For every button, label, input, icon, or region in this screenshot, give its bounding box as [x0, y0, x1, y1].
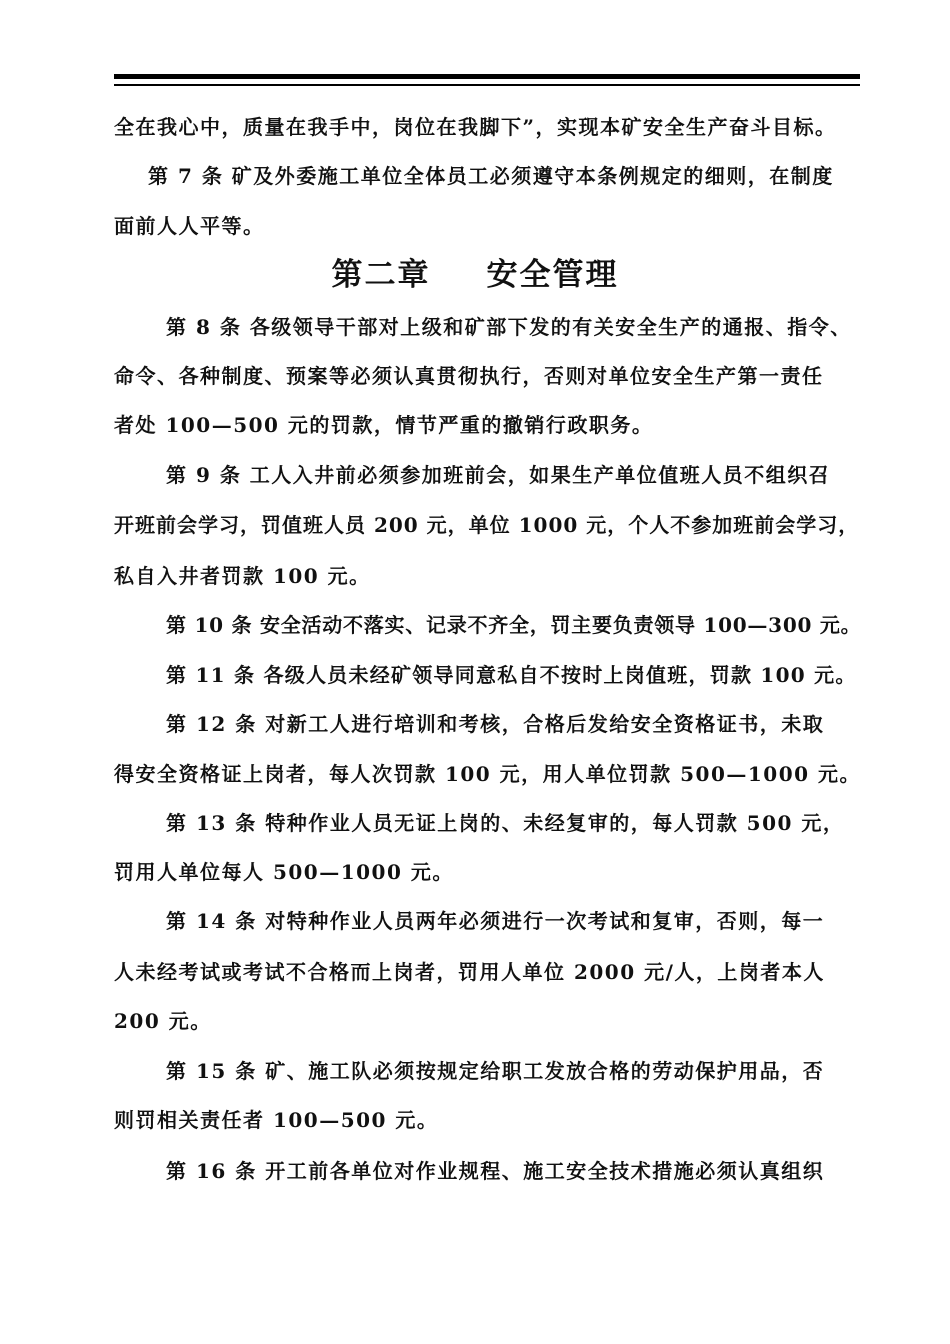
article-15-line: 第 15 条 矿、施工队必须按规定给职工发放合格的劳动保护用品，否 [166, 1059, 825, 1083]
text-line: 开班前会学习，罚值班人员 200 元，单位 1000 元，个人不参加班前会学习， [114, 513, 860, 537]
text-line: 者处 100—500 元的罚款，情节严重的撤销行政职务。 [114, 413, 654, 437]
chapter-heading [0, 253, 950, 297]
article-10-line: 第 10 条 安全活动不落实、记录不齐全，罚主要负责领导 100—300 元。 [166, 613, 862, 637]
article-11-line: 第 11 条 各级人员未经矿领导同意私自不按时上岗值班，罚款 100 元。 [166, 663, 857, 687]
text-line: 私自入井者罚款 100 元。 [114, 564, 371, 588]
header-rule-thick [114, 74, 860, 79]
article-13-line: 第 13 条 特种作业人员无证上岗的、未经复审的，每人罚款 500 元， [166, 811, 845, 835]
article-7-line: 第 7 条 矿及外委施工单位全体员工必须遵守本条例规定的细则，在制度 [148, 164, 834, 188]
text-line: 命令、各种制度、预案等必须认真贯彻执行，否则对单位安全生产第一责任 [114, 364, 824, 388]
chapter-number: 第二章 [331, 257, 431, 293]
article-9-line: 第 9 条 工人入井前必须参加班前会，如果生产单位值班人员不组织召 [166, 463, 831, 487]
article-12-line: 第 12 条 对新工人进行培训和考核，合格后发给安全资格证书，未取 [166, 712, 825, 736]
text-line: 全在我心中，质量在我手中，岗位在我脚下”，实现本矿安全生产奋斗目标。 [114, 115, 837, 139]
text-line: 罚用人单位每人 500—1000 元。 [114, 860, 454, 884]
article-16-line: 第 16 条 开工前各单位对作业规程、施工安全技术措施必须认真组织 [166, 1159, 825, 1183]
header-rule-thin [114, 84, 860, 86]
article-14-line: 第 14 条 对特种作业人员两年必须进行一次考试和复审，否则，每一 [166, 909, 825, 933]
text-line: 人未经考试或考试不合格而上岗者，罚用人单位 2000 元/人，上岗者本人 [114, 960, 825, 984]
chapter-title-text: 安全管理 [486, 257, 619, 293]
text-line: 则罚相关责任者 100—500 元。 [114, 1108, 439, 1132]
article-8-line: 第 8 条 各级领导干部对上级和矿部下发的有关安全生产的通报、指令、 [166, 315, 852, 339]
text-line: 得安全资格证上岗者，每人次罚款 100 元，用人单位罚款 500—1000 元。 [114, 762, 862, 786]
text-line: 面前人人平等。 [114, 214, 265, 238]
text-line: 200 元。 [114, 1009, 212, 1033]
